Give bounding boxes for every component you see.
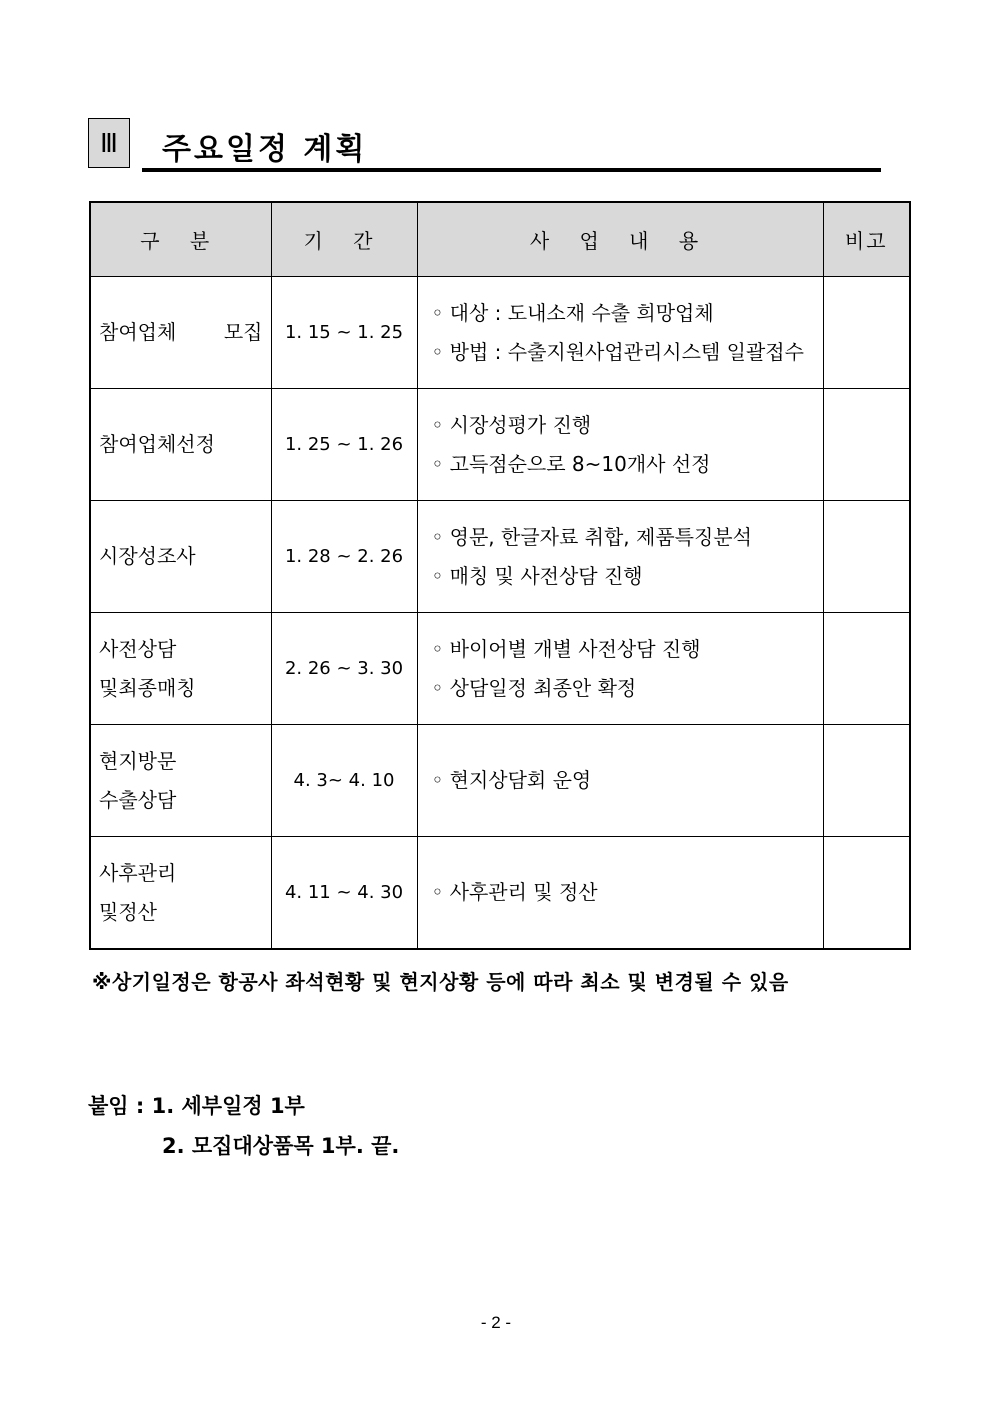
- cell-period: 2. 26 ~ 3. 30: [271, 613, 417, 725]
- attachment-line-2: 2. 모집대상품목 1부. 끝.: [162, 1134, 400, 1158]
- header-period: 기 간: [271, 202, 417, 277]
- cell-note: [823, 277, 910, 389]
- cell-period: 1. 28 ~ 2. 26: [271, 501, 417, 613]
- table-header-row: [90, 202, 910, 277]
- cell-period: 1. 25 ~ 1. 26: [271, 389, 417, 501]
- table-row: [90, 501, 910, 613]
- cell-category: 참여업체 모집: [90, 277, 271, 389]
- cell-category: 시장성조사: [90, 501, 271, 613]
- cell-category: 사후관리 및정산: [90, 837, 271, 950]
- section-number: Ⅲ: [88, 118, 130, 168]
- cell-content: ◦ 시장성평가 진행 ◦ 고득점순으로 8~10개사 선정: [417, 389, 823, 501]
- cell-period: 4. 11 ~ 4. 30: [271, 837, 417, 950]
- header-content: 사 업 내 용: [417, 202, 823, 277]
- cell-note: [823, 501, 910, 613]
- attachment-line-1: 붙임 : 1. 세부일정 1부: [88, 1094, 305, 1118]
- header-category: 구 분: [90, 202, 271, 277]
- cell-period: 1. 15 ~ 1. 25: [271, 277, 417, 389]
- section-title: 주요일정 계획: [162, 132, 368, 167]
- page-number: - 2 -: [480, 1313, 512, 1332]
- cell-note: [823, 389, 910, 501]
- table-row: [90, 725, 910, 837]
- cell-note: [823, 725, 910, 837]
- cell-content: ◦ 바이어별 개별 사전상담 진행 ◦ 상담일정 최종안 확정: [417, 613, 823, 725]
- cell-note: [823, 837, 910, 950]
- cell-content: ◦ 영문, 한글자료 취합, 제품특징분석 ◦ 매칭 및 사전상담 진행: [417, 501, 823, 613]
- cell-category: 참여업체선정: [90, 389, 271, 501]
- header-note: 비고: [823, 202, 910, 277]
- schedule-footnote: ※상기일정은 항공사 좌석현황 및 현지상황 등에 따라 최소 및 변경될 수 있음: [92, 970, 789, 994]
- section-underline: [142, 168, 881, 172]
- table-row: [90, 389, 910, 501]
- cell-period: 4. 3~ 4. 10: [271, 725, 417, 837]
- cell-content: ◦ 대상 : 도내소재 수출 희망업체 ◦ 방법 : 수출지원사업관리시스템 일괄접수: [417, 277, 823, 389]
- cell-content: ◦ 사후관리 및 정산: [417, 837, 823, 950]
- cell-category: 현지방문 수출상담: [90, 725, 271, 837]
- cell-category: 사전상담 및최종매칭: [90, 613, 271, 725]
- schedule-table: [89, 201, 911, 950]
- table-row: [90, 613, 910, 725]
- cell-note: [823, 613, 910, 725]
- cell-content: ◦ 현지상담회 운영: [417, 725, 823, 837]
- table-row: [90, 277, 910, 389]
- section-header: [88, 118, 881, 174]
- table-row: [90, 837, 910, 950]
